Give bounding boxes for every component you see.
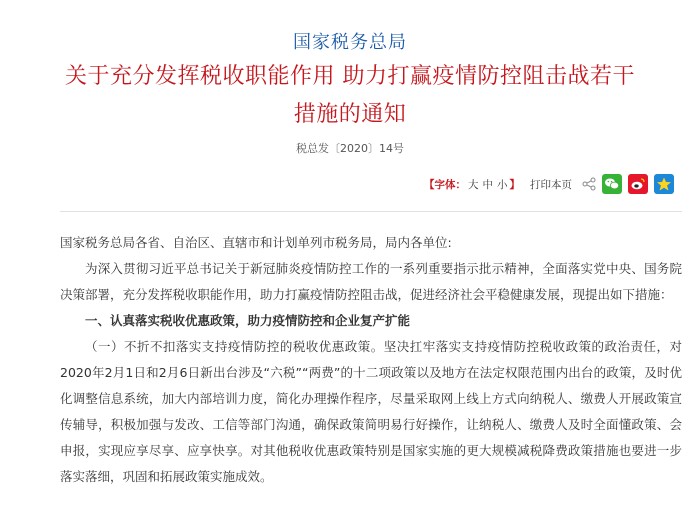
section-heading: 一、认真落实税收优惠政策，助力疫情防控和企业复产扩能 bbox=[85, 313, 411, 328]
intro-paragraph: 为深入贯彻习近平总书记关于新冠肺炎疫情防控工作的一系列重要指示批示精神，全面落实党中央、国务院决策部署，充分发挥税收职能作用，助力打赢疫情防控阻击战，促进经济社会平稳健康发展，现提出如下措施： bbox=[60, 261, 682, 302]
salutation: 国家税务总局各省、自治区、直辖市和计划单列市税务局，局内各单位: bbox=[60, 235, 452, 250]
wechat-share-button[interactable] bbox=[602, 174, 622, 194]
share-icon[interactable] bbox=[582, 177, 596, 191]
toolbar-open-bracket: 【 bbox=[424, 178, 435, 191]
font-size-label: 字体： bbox=[434, 178, 466, 191]
document-number: 税总发〔2020〕14号 bbox=[296, 142, 404, 155]
qzone-share-button[interactable] bbox=[654, 174, 674, 194]
weibo-icon bbox=[630, 177, 646, 191]
header-divider bbox=[60, 211, 682, 212]
issuing-org: 国家税务总局 bbox=[293, 32, 407, 53]
qzone-star-icon bbox=[656, 176, 672, 192]
font-size-large-link[interactable]: 大 bbox=[468, 178, 479, 191]
wechat-icon bbox=[604, 177, 620, 191]
body-paragraph: （一）不折不扣落实支持疫情防控的税收优惠政策。坚决扛牢落实支持疫情防控税收政策的政治责任，对2020年2月1日和2月6日新出台涉及“六税”“两费”的十二项政策以及地方在法定权限范围内出台的政策，及时优化调整信息系统，加大内部培训力度，简化办理操作程序，尽量采取网上线上方式向纳税人、缴费人开展政策宣传辅导，积极加强与发改、工信等部门沟通，确保政策简明易行好操作，让纳税人、缴费人及时全面懂政策、会申报，实现应享尽享、应享快享。对其他税收优惠政策特别是国家实施的更大规模减税降费政策措施也要进一步落实落细，巩固和拓展政策实施成效。 bbox=[60, 339, 682, 484]
weibo-share-button[interactable] bbox=[628, 174, 648, 194]
page-title: 关于充分发挥税收职能作用 助力打赢疫情防控阻击战若干措施的通知 bbox=[65, 64, 635, 127]
toolbar-close-bracket: 】 bbox=[509, 178, 520, 191]
font-size-medium-link[interactable]: 中 bbox=[482, 178, 493, 191]
print-page-link[interactable]: 打印本页 bbox=[530, 178, 572, 191]
article-toolbar bbox=[424, 170, 674, 198]
font-size-small-link[interactable]: 小 bbox=[497, 178, 508, 191]
article-body bbox=[60, 230, 682, 490]
